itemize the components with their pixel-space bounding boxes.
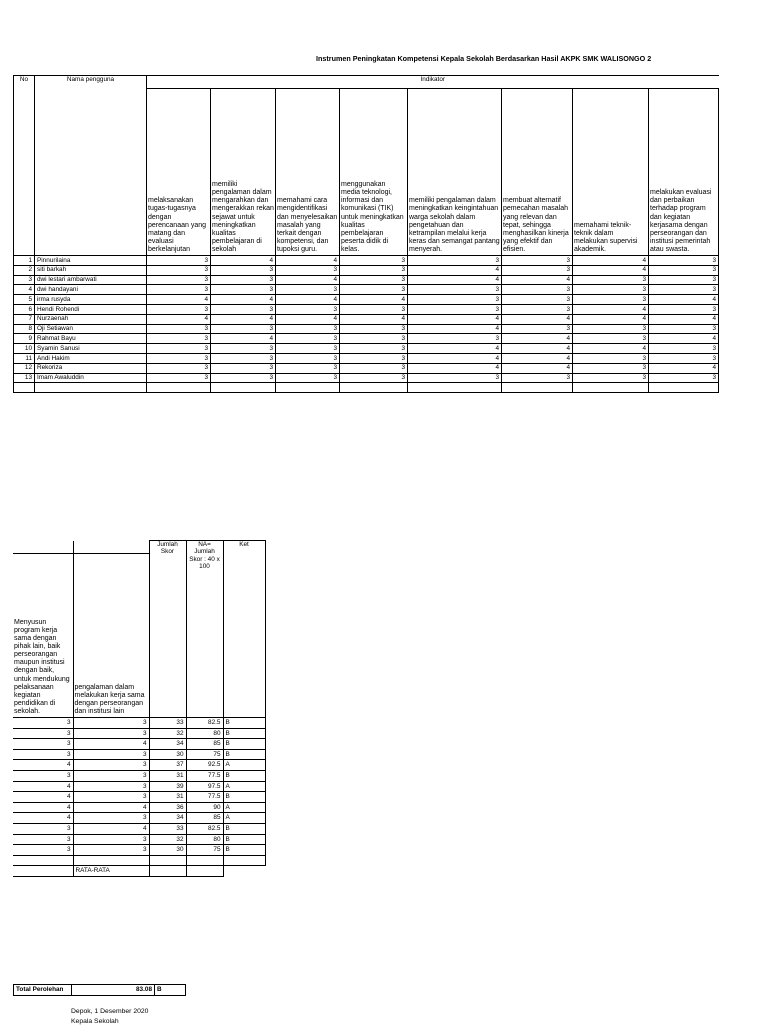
row-score: 4 xyxy=(502,314,573,324)
row-name: Rahmat Bayu xyxy=(35,334,147,344)
row-score: 3 xyxy=(340,353,408,363)
row-score: 4 xyxy=(408,324,502,334)
header-jumlah-skor: Jumlah Skor xyxy=(149,541,186,718)
row-score: 4 xyxy=(73,802,149,813)
row-score: 4 xyxy=(502,334,573,344)
table-row xyxy=(14,353,719,363)
table-row xyxy=(14,295,719,305)
row-ket: B xyxy=(223,749,265,760)
row-score: 3 xyxy=(649,256,719,266)
row-jumlah-skor: 30 xyxy=(149,749,186,760)
table-row xyxy=(13,792,265,803)
row-name: Rekoriza xyxy=(35,363,147,373)
row-score: 4 xyxy=(276,295,340,305)
row-score: 3 xyxy=(340,275,408,285)
row-score: 3 xyxy=(73,760,149,771)
row-score: 3 xyxy=(649,275,719,285)
signature-role: Kepala Sekolah xyxy=(71,1018,119,1025)
total-grade: B xyxy=(155,985,186,996)
row-ket: B xyxy=(223,823,265,834)
row-no: 12 xyxy=(14,363,35,373)
row-score: 3 xyxy=(502,295,573,305)
row-no: 6 xyxy=(14,304,35,314)
row-score: 4 xyxy=(502,344,573,354)
row-score: 3 xyxy=(13,718,73,729)
table-row xyxy=(14,334,719,344)
row-score: 4 xyxy=(147,295,211,305)
header-ket: Ket xyxy=(223,541,265,718)
row-score: 4 xyxy=(211,314,276,324)
row-ket: A xyxy=(223,813,265,824)
table-row xyxy=(13,802,265,813)
row-score: 3 xyxy=(276,373,340,383)
row-score: 4 xyxy=(13,792,73,803)
row-no: 13 xyxy=(14,373,35,383)
row-jumlah-skor: 34 xyxy=(149,739,186,750)
header-na: NA= Jumlah Skor : 40 x 100 xyxy=(186,541,223,718)
row-jumlah-skor: 37 xyxy=(149,760,186,771)
indicator-table xyxy=(13,75,719,393)
row-score: 3 xyxy=(276,265,340,275)
row-score: 3 xyxy=(340,373,408,383)
table-row xyxy=(14,304,719,314)
row-score: 3 xyxy=(13,845,73,856)
row-score: 3 xyxy=(73,813,149,824)
row-jumlah-skor: 36 xyxy=(149,802,186,813)
table-row xyxy=(14,373,719,383)
header-name: Nama pengguna xyxy=(35,76,147,256)
row-ket: B xyxy=(223,845,265,856)
row-jumlah-skor: 32 xyxy=(149,834,186,845)
row-score: 4 xyxy=(13,781,73,792)
row-score: 3 xyxy=(573,295,649,305)
row-no: 9 xyxy=(14,334,35,344)
row-jumlah-skor: 32 xyxy=(149,728,186,739)
table-row xyxy=(14,344,719,354)
row-score: 3 xyxy=(573,285,649,295)
row-score: 4 xyxy=(340,314,408,324)
row-score: 3 xyxy=(211,373,276,383)
row-score: 3 xyxy=(573,353,649,363)
row-no: 8 xyxy=(14,324,35,334)
table-row xyxy=(13,770,265,781)
row-no: 11 xyxy=(14,353,35,363)
row-score: 3 xyxy=(147,373,211,383)
row-score: 3 xyxy=(276,304,340,314)
row-score: 3 xyxy=(147,363,211,373)
row-score: 3 xyxy=(73,749,149,760)
row-score: 3 xyxy=(211,265,276,275)
row-no: 10 xyxy=(14,344,35,354)
row-score: 4 xyxy=(502,353,573,363)
row-score: 3 xyxy=(73,781,149,792)
row-no: 7 xyxy=(14,314,35,324)
row-name: Nurzaenah xyxy=(35,314,147,324)
total-label: Total Perolehan xyxy=(14,985,72,996)
row-score: 3 xyxy=(13,739,73,750)
row-score: 3 xyxy=(573,334,649,344)
row-score: 3 xyxy=(211,285,276,295)
row-name: irma rusyda xyxy=(35,295,147,305)
row-score: 3 xyxy=(276,334,340,344)
page-title: Instrumen Peningkatan Kompetensi Kepala Sekolah Berdasarkan Hasil AKPK SMK WALISONGO 2 xyxy=(316,54,652,63)
row-score: 3 xyxy=(13,770,73,781)
row-score: 3 xyxy=(73,770,149,781)
row-score: 4 xyxy=(573,344,649,354)
row-name: Oji Setiawan xyxy=(35,324,147,334)
row-score: 4 xyxy=(573,256,649,266)
row-score: 4 xyxy=(408,353,502,363)
row-na: 85 xyxy=(186,739,223,750)
row-score: 3 xyxy=(147,285,211,295)
table-row xyxy=(13,760,265,771)
row-score: 4 xyxy=(649,363,719,373)
row-score: 3 xyxy=(573,373,649,383)
row-na: 80 xyxy=(186,728,223,739)
indicator-label: memahami cara mengidentifikasi dan menyelesaikan masalah yang terkait dengan kompetensi, dan tupoksi guru. xyxy=(276,89,340,256)
row-na: 92.5 xyxy=(186,760,223,771)
row-jumlah-skor: 33 xyxy=(149,823,186,834)
header-no: No xyxy=(14,76,35,256)
total-value: 83.08 xyxy=(72,985,155,996)
row-score: 3 xyxy=(573,275,649,285)
row-score: 3 xyxy=(276,324,340,334)
row-score: 4 xyxy=(211,295,276,305)
row-score: 4 xyxy=(13,802,73,813)
row-score: 3 xyxy=(649,324,719,334)
table-row xyxy=(13,718,265,729)
row-score: 3 xyxy=(211,275,276,285)
total-table xyxy=(13,984,186,996)
row-score: 4 xyxy=(340,295,408,305)
row-score: 3 xyxy=(340,265,408,275)
row-jumlah-skor: 39 xyxy=(149,781,186,792)
row-score: 4 xyxy=(13,813,73,824)
row-score: 3 xyxy=(502,285,573,295)
row-score: 3 xyxy=(573,363,649,373)
row-ket: B xyxy=(223,728,265,739)
table-row xyxy=(14,275,719,285)
row-score: 4 xyxy=(573,265,649,275)
row-ket: A xyxy=(223,760,265,771)
row-name: Pinnurilaina xyxy=(35,256,147,266)
row-score: 4 xyxy=(408,275,502,285)
row-name: dwi handayani xyxy=(35,285,147,295)
indicator-label: pengalaman dalam melakukan kerja sama dengan perseorangan dan institusi lain xyxy=(73,554,149,718)
row-ket: B xyxy=(223,770,265,781)
row-ket: B xyxy=(223,718,265,729)
row-score: 3 xyxy=(276,344,340,354)
row-score: 3 xyxy=(211,304,276,314)
row-score: 3 xyxy=(73,834,149,845)
row-score: 3 xyxy=(73,718,149,729)
row-score: 4 xyxy=(276,314,340,324)
row-score: 3 xyxy=(502,256,573,266)
row-score: 3 xyxy=(147,344,211,354)
row-score: 4 xyxy=(408,363,502,373)
row-score: 3 xyxy=(211,324,276,334)
table-row xyxy=(13,728,265,739)
row-score: 3 xyxy=(340,285,408,295)
row-score: 3 xyxy=(408,334,502,344)
row-ket: A xyxy=(223,802,265,813)
signature-date: Depok, 1 Desember 2020 xyxy=(71,1008,149,1015)
row-jumlah-skor: 33 xyxy=(149,718,186,729)
table-row xyxy=(13,749,265,760)
table-row xyxy=(13,739,265,750)
row-score: 3 xyxy=(211,363,276,373)
row-score: 3 xyxy=(211,353,276,363)
row-name: Imam Awaluddin xyxy=(35,373,147,383)
row-score: 3 xyxy=(73,845,149,856)
indicator-label: Menyusun program kerja sama dengan pihak lain, baik perseorangan maupun institusi dengan baik, untuk mendukung pelaksanaan kegiatan pendidikan di sekolah. xyxy=(13,554,73,718)
row-na: 80 xyxy=(186,834,223,845)
indicator-label: membuat alternatif pemecahan masalah yang relevan dan tepat, sehingga menghasilkan kinerja yang efektif dan efisien. xyxy=(502,89,573,256)
row-name: Syamin Sanusi xyxy=(35,344,147,354)
row-ket: B xyxy=(223,834,265,845)
row-score: 3 xyxy=(408,373,502,383)
row-score: 3 xyxy=(502,373,573,383)
row-name: dwi lestari ambarwati xyxy=(35,275,147,285)
indicator-label: memahami teknik-teknik dalam melakukan supervisi akademik. xyxy=(573,89,649,256)
row-score: 3 xyxy=(408,256,502,266)
row-name: siti barkah xyxy=(35,265,147,275)
row-score: 3 xyxy=(502,324,573,334)
indicator-label: memiliki pengalaman dalam meningkatkan keingintahuan warga sekolah dalam pengetahuan dan ketrampilan melalui kerja keras dan semangat pantang menyerah. xyxy=(408,89,502,256)
header-indicator: Indikator xyxy=(147,76,719,89)
row-na: 97.5 xyxy=(186,781,223,792)
row-jumlah-skor: 31 xyxy=(149,770,186,781)
indicator-label: melaksanakan tugas-tugasnya dengan perencanaan yang matang dan evaluasi berkelanjutan xyxy=(147,89,211,256)
row-score: 3 xyxy=(13,749,73,760)
row-score: 4 xyxy=(649,295,719,305)
row-ket: B xyxy=(223,739,265,750)
row-score: 4 xyxy=(408,265,502,275)
table-row xyxy=(14,363,719,373)
row-score: 3 xyxy=(649,265,719,275)
row-jumlah-skor: 31 xyxy=(149,792,186,803)
row-score: 3 xyxy=(147,324,211,334)
row-score: 4 xyxy=(211,256,276,266)
row-score: 4 xyxy=(73,823,149,834)
row-no: 4 xyxy=(14,285,35,295)
table-row xyxy=(13,781,265,792)
row-na: 90 xyxy=(186,802,223,813)
row-na: 77.5 xyxy=(186,792,223,803)
table-row xyxy=(14,285,719,295)
row-na: 75 xyxy=(186,749,223,760)
row-name: Andi Hakim xyxy=(35,353,147,363)
row-jumlah-skor: 34 xyxy=(149,813,186,824)
row-score: 3 xyxy=(211,344,276,354)
row-score: 3 xyxy=(147,275,211,285)
row-na: 82.5 xyxy=(186,718,223,729)
row-score: 3 xyxy=(649,353,719,363)
row-score: 4 xyxy=(13,760,73,771)
indicator-label: melakukan evaluasi dan perbaikan terhadap program dan kegiatan kerjasama dengan perseorangan dan institusi pemerintah atau swasta. xyxy=(649,89,719,256)
row-score: 3 xyxy=(649,373,719,383)
row-score: 4 xyxy=(276,275,340,285)
row-no: 3 xyxy=(14,275,35,285)
row-score: 3 xyxy=(147,334,211,344)
row-score: 3 xyxy=(573,324,649,334)
row-score: 4 xyxy=(502,363,573,373)
row-name: Hendi Rohendi xyxy=(35,304,147,314)
row-score: 4 xyxy=(573,304,649,314)
row-score: 3 xyxy=(147,304,211,314)
row-score: 4 xyxy=(573,314,649,324)
row-score: 3 xyxy=(340,334,408,344)
table-row xyxy=(13,845,265,856)
row-score: 3 xyxy=(73,728,149,739)
row-na: 77.5 xyxy=(186,770,223,781)
row-score: 3 xyxy=(147,353,211,363)
row-score: 3 xyxy=(13,834,73,845)
row-score: 4 xyxy=(649,314,719,324)
row-no: 5 xyxy=(14,295,35,305)
row-score: 4 xyxy=(408,344,502,354)
row-na: 75 xyxy=(186,845,223,856)
row-score: 3 xyxy=(13,728,73,739)
row-score: 3 xyxy=(340,304,408,314)
score-table xyxy=(13,540,266,877)
row-ket: A xyxy=(223,781,265,792)
row-score: 3 xyxy=(649,344,719,354)
row-score: 3 xyxy=(73,792,149,803)
row-score: 3 xyxy=(502,265,573,275)
table-row xyxy=(13,823,265,834)
row-score: 3 xyxy=(276,285,340,295)
row-score: 3 xyxy=(276,363,340,373)
row-score: 4 xyxy=(147,314,211,324)
row-no: 2 xyxy=(14,265,35,275)
table-row xyxy=(13,813,265,824)
row-score: 3 xyxy=(340,344,408,354)
row-score: 3 xyxy=(408,285,502,295)
row-score: 4 xyxy=(408,314,502,324)
table-row xyxy=(14,256,719,266)
row-score: 4 xyxy=(211,334,276,344)
row-score: 3 xyxy=(340,363,408,373)
row-score: 3 xyxy=(13,823,73,834)
row-score: 3 xyxy=(147,265,211,275)
rata-rata-label: RATA-RATA xyxy=(73,866,149,877)
row-score: 4 xyxy=(502,275,573,285)
row-ket: B xyxy=(223,792,265,803)
row-score: 3 xyxy=(147,256,211,266)
row-jumlah-skor: 30 xyxy=(149,845,186,856)
row-na: 82.5 xyxy=(186,823,223,834)
row-score: 3 xyxy=(340,324,408,334)
row-score: 3 xyxy=(408,295,502,305)
row-score: 3 xyxy=(408,304,502,314)
row-score: 4 xyxy=(73,739,149,750)
table-row xyxy=(14,314,719,324)
table-row xyxy=(13,834,265,845)
row-score: 3 xyxy=(649,285,719,295)
row-score: 3 xyxy=(502,304,573,314)
row-score: 3 xyxy=(340,256,408,266)
indicator-label: menggunakan media teknologi, informasi dan komunikasi (TIK) untuk meningkatkan kualitas pembelajaran peserta didik di kelas. xyxy=(340,89,408,256)
table-row xyxy=(14,265,719,275)
row-score: 4 xyxy=(276,256,340,266)
row-score: 3 xyxy=(649,304,719,314)
row-score: 4 xyxy=(649,334,719,344)
row-no: 1 xyxy=(14,256,35,266)
table-row xyxy=(14,324,719,334)
row-na: 85 xyxy=(186,813,223,824)
row-score: 3 xyxy=(276,353,340,363)
indicator-label: memiliki pengalaman dalam mengarahkan dan mengerakkan rekan sejawat untuk meningkatkan kualitas pembelajaran di sekolah xyxy=(211,89,276,256)
